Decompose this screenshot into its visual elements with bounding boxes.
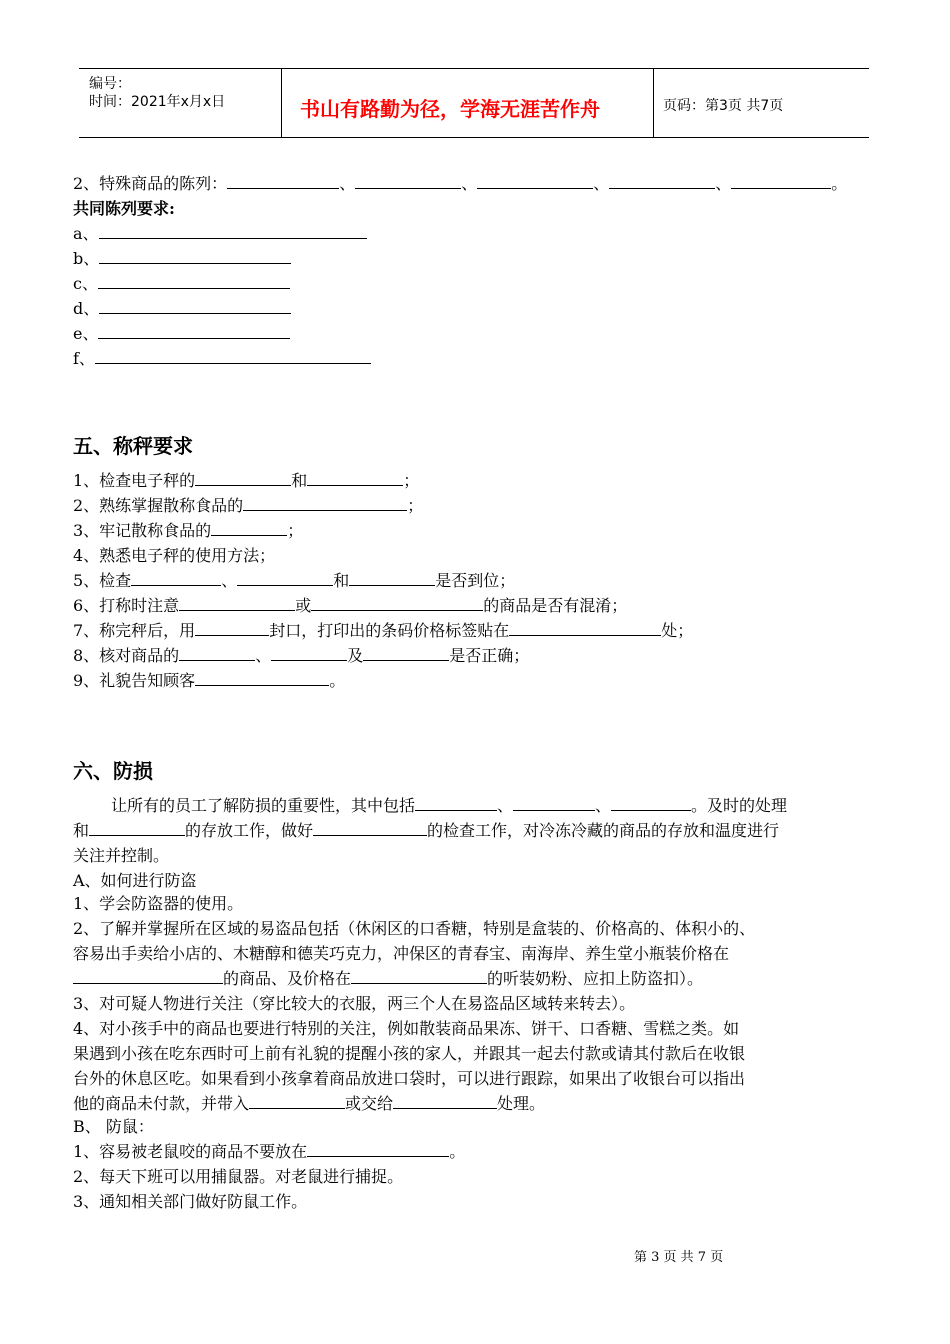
- blank-field[interactable]: [355, 174, 461, 189]
- separator: 、: [593, 174, 610, 193]
- text: 。及时的处理: [691, 796, 788, 815]
- weighing-item: [73, 668, 345, 691]
- theft-item: 4、对小孩手中的商品也要进行特别的关注，例如散装商品果冻、饼干、口香糖、雪糕之类。如: [73, 1019, 740, 1038]
- text: 和: [333, 571, 350, 590]
- blank-field[interactable]: [307, 1142, 449, 1157]
- blank-field[interactable]: [351, 969, 487, 984]
- item-label: a、: [73, 224, 99, 243]
- section-title-loss-prevention: 六、防损: [73, 759, 153, 783]
- common-display-title: 共同陈列要求:: [73, 199, 175, 218]
- theft-item: 台外的休息区吃。如果看到小孩拿着商品放进口袋时，可以进行跟踪，如果出了收银台可以指出: [73, 1069, 746, 1088]
- text: 、: [221, 571, 238, 590]
- item-label: d、: [73, 299, 100, 318]
- item-label: f、: [73, 349, 95, 368]
- blank-field[interactable]: [179, 646, 255, 661]
- text: 的商品是否有混淆；: [483, 596, 628, 615]
- text: 和: [73, 821, 90, 840]
- text: 7、称完秤后，用: [73, 621, 196, 640]
- header-motto-cell: [281, 69, 654, 137]
- theft-item: 容易出手卖给小店的、木糖醇和德芙巧克力，冲保区的青春宝、南海岸、养生堂小瓶装价格在: [73, 944, 730, 963]
- text: 2、熟练掌握散称食品的: [73, 496, 244, 515]
- text: 他的商品未付款，并带入: [73, 1094, 250, 1113]
- header-right-cell: [653, 69, 869, 137]
- header-page-info: 页码：第3页 共7页: [663, 98, 784, 114]
- text: 封口，打印出的条码价格标签贴在: [269, 621, 510, 640]
- text: 让所有的员工了解防损的重要性，其中包括: [111, 796, 416, 815]
- theft-item: 2、了解并掌握所在区域的易盗品包括（休闲区的口香糖，特别是盒装的、价格高的、体积小的、: [73, 919, 756, 938]
- header-time: 时间：2021年x月x日: [89, 94, 226, 110]
- blank-field[interactable]: [393, 1094, 497, 1109]
- blank-field[interactable]: [363, 646, 449, 661]
- text: 3、牢记散称食品的: [73, 521, 212, 540]
- text: ；: [287, 521, 304, 540]
- text: 或: [295, 596, 312, 615]
- blank-field[interactable]: [195, 671, 329, 686]
- weighing-item: [73, 643, 529, 666]
- text: 、: [255, 646, 272, 665]
- text: 的听装奶粉、应扣上防盗扣）。: [487, 969, 704, 988]
- blank-field[interactable]: [509, 621, 661, 636]
- weighing-item: [73, 568, 515, 591]
- blank-field[interactable]: [98, 274, 290, 289]
- header-motto: 书山有路勤为径，学海无涯苦作舟: [300, 97, 600, 121]
- item-label: c、: [73, 274, 98, 293]
- weighing-item: [73, 518, 303, 541]
- page-footer: 第 3 页 共 7 页: [634, 1250, 724, 1265]
- blank-field[interactable]: [415, 796, 497, 811]
- blank-field[interactable]: [249, 1094, 345, 1109]
- header-number: 编号：: [89, 76, 131, 92]
- blank-field[interactable]: [271, 646, 347, 661]
- page-header: [79, 68, 869, 138]
- blank-field[interactable]: [237, 571, 333, 586]
- blank-field[interactable]: [99, 224, 367, 239]
- blank-field[interactable]: [179, 596, 295, 611]
- blank-field[interactable]: [349, 571, 435, 586]
- section-title-weighing: 五、称秤要求: [73, 434, 193, 458]
- blank-field[interactable]: [477, 174, 593, 189]
- blank-field[interactable]: [311, 596, 483, 611]
- text: 及: [347, 646, 364, 665]
- text: 、: [497, 796, 514, 815]
- separator: 、: [461, 174, 478, 193]
- blank-field[interactable]: [99, 299, 291, 314]
- text: 的检查工作，对冷冻冷藏的商品的存放和温度进行: [427, 821, 780, 840]
- list-item: [73, 346, 371, 369]
- list-item: [73, 246, 291, 269]
- blank-field[interactable]: [513, 796, 595, 811]
- theft-item: 1、学会防盗器的使用。: [73, 894, 244, 913]
- item-label: b、: [73, 249, 100, 268]
- period: 。: [831, 174, 848, 193]
- theft-item: [73, 1091, 545, 1114]
- theft-item: [73, 966, 703, 989]
- theft-item: 果遇到小孩在吃东西时可上前有礼貌的提醒小孩的家人，并跟其一起去付款或请其付款后在收银: [73, 1044, 746, 1063]
- text: 、: [595, 796, 612, 815]
- blank-field[interactable]: [211, 521, 287, 536]
- list-item: [73, 271, 290, 294]
- text: ；: [403, 471, 420, 490]
- separator: 、: [339, 174, 356, 193]
- blank-field[interactable]: [611, 796, 691, 811]
- text: 9、礼貌告知顾客: [73, 671, 196, 690]
- weighing-item: [73, 468, 419, 491]
- text: 处理。: [497, 1094, 546, 1113]
- text: 是否正确；: [449, 646, 530, 665]
- weighing-item: 4、熟悉电子秤的使用方法；: [73, 546, 276, 565]
- blank-field[interactable]: [227, 174, 339, 189]
- weighing-item: [73, 493, 423, 516]
- subsection-title-rodent: B、 防鼠：: [73, 1117, 154, 1136]
- list-item: [73, 321, 290, 344]
- paragraph-line: [111, 793, 787, 816]
- text: 。: [449, 1142, 466, 1161]
- blank-field[interactable]: [195, 471, 291, 486]
- rodent-item: 2、每天下班可以用捕鼠器。对老鼠进行捕捉。: [73, 1167, 404, 1186]
- text: 和: [291, 471, 308, 490]
- item-label: e、: [73, 324, 99, 343]
- weighing-item: [73, 593, 627, 616]
- rodent-item: 3、通知相关部门做好防鼠工作。: [73, 1192, 308, 1211]
- blank-field[interactable]: [89, 821, 185, 836]
- text: 。: [329, 671, 346, 690]
- text: ；: [407, 496, 424, 515]
- text: 处；: [661, 621, 694, 640]
- text: 或交给: [345, 1094, 394, 1113]
- blank-field[interactable]: [73, 969, 223, 984]
- text: 5、检查: [73, 571, 132, 590]
- subsection-title-theft: A、如何进行防盗: [73, 871, 197, 890]
- list-item: [73, 296, 291, 319]
- blank-field[interactable]: [731, 174, 831, 189]
- blank-field[interactable]: [131, 571, 221, 586]
- weighing-item: [73, 618, 693, 641]
- text: 的存放工作，做好: [185, 821, 314, 840]
- text: 1、检查电子秤的: [73, 471, 196, 490]
- text: 是否到位；: [435, 571, 516, 590]
- blank-field[interactable]: [609, 174, 715, 189]
- paragraph-line: 关注并控制。: [73, 846, 170, 865]
- special-display-line: [73, 171, 847, 194]
- text: 1、容易被老鼠咬的商品不要放在: [73, 1142, 308, 1161]
- special-display-label: 2、特殊商品的陈列：: [73, 174, 228, 193]
- blank-field[interactable]: [99, 249, 291, 264]
- text: 8、核对商品的: [73, 646, 180, 665]
- header-left-cell: [79, 69, 281, 137]
- text: 的商品、及价格在: [223, 969, 352, 988]
- separator: 、: [715, 174, 732, 193]
- theft-item: 3、对可疑人物进行关注（穿比较大的衣服，两三个人在易盗品区域转来转去）。: [73, 994, 636, 1013]
- rodent-item: [73, 1139, 465, 1162]
- blank-field[interactable]: [313, 821, 427, 836]
- blank-field[interactable]: [307, 471, 403, 486]
- paragraph-line: [73, 818, 779, 841]
- blank-field[interactable]: [243, 496, 407, 511]
- blank-field[interactable]: [98, 324, 290, 339]
- text: 6、打称时注意: [73, 596, 180, 615]
- blank-field[interactable]: [95, 349, 371, 364]
- blank-field[interactable]: [195, 621, 269, 636]
- list-item: [73, 221, 367, 244]
